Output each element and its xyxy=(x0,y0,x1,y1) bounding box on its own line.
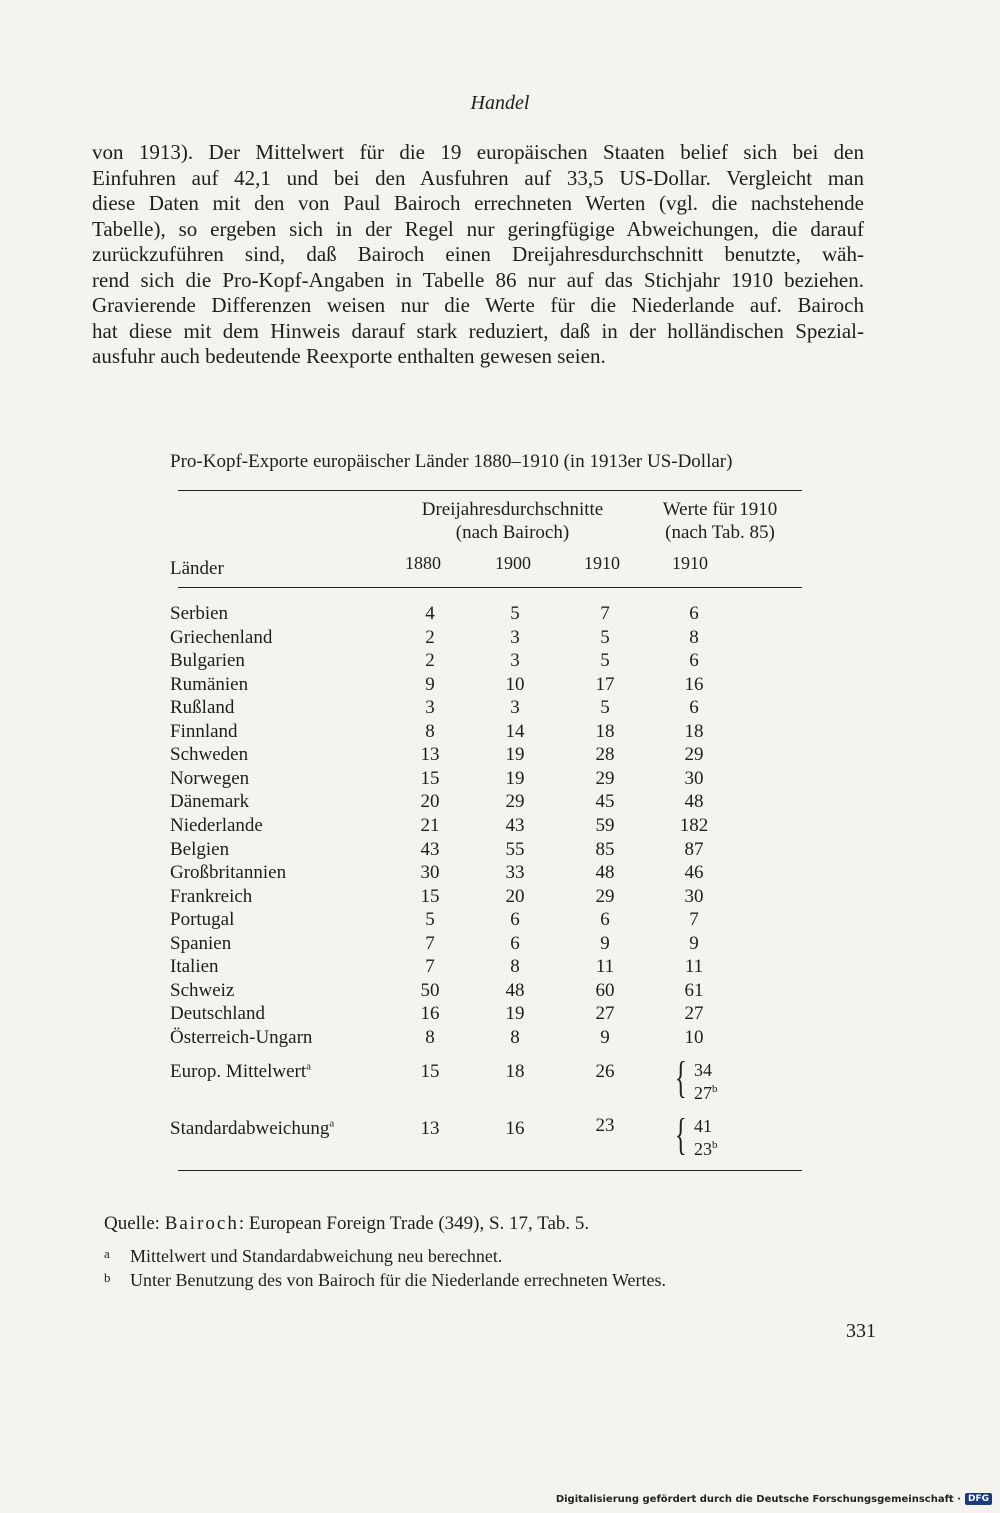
row-label: Dänemark xyxy=(170,791,250,813)
cell-1900: 3 xyxy=(510,626,520,648)
table-row xyxy=(0,697,1000,721)
row-label: Rußland xyxy=(170,697,235,719)
cell-1880: 13 xyxy=(420,744,440,766)
cell-1910: 5 xyxy=(600,626,610,648)
table-row xyxy=(0,603,1000,627)
table-top-rule xyxy=(178,490,802,491)
cell-1900: 3 xyxy=(510,650,520,672)
table-row xyxy=(0,839,1000,863)
table-row xyxy=(0,886,1000,910)
cell-1910-tab85: 27 xyxy=(684,1003,704,1025)
row-label: Belgien xyxy=(170,838,230,860)
cell-1910-tab85: 6 xyxy=(689,603,699,624)
paragraph-line: Einfuhren auf 42,1 und bei den Ausfuhren auf 33,5 US-Dollar. Vergleicht man xyxy=(92,165,864,190)
cell-1880: 9 xyxy=(425,673,435,695)
cell-1880: 21 xyxy=(420,814,440,836)
cell-1910: 18 xyxy=(595,720,615,742)
cell-1910: 45 xyxy=(595,791,615,813)
cell-1880: 16 xyxy=(420,1003,440,1025)
row-label: Europ. Mittelwert$^a$ xyxy=(170,1060,312,1082)
row-label: Serbien xyxy=(170,603,229,624)
cell-1910: 23 xyxy=(595,1115,615,1136)
group-header-line: Dreijahresdurchschnitte xyxy=(421,499,604,520)
cell-1880: 2 xyxy=(425,626,435,648)
cell-1910-tab85: 16 xyxy=(684,673,704,695)
table-row xyxy=(0,933,1000,957)
row-label: Niederlande xyxy=(170,814,263,836)
row-label: Großbritannien xyxy=(170,862,287,884)
cell-1910: 11 xyxy=(595,956,615,978)
cell-1910: 59 xyxy=(595,814,615,836)
table-source: Quelle: Bairoch: European Foreign Trade (349), S. 17, Tab. 5. xyxy=(104,1213,590,1234)
page-number: 331 xyxy=(846,1320,876,1342)
cell-1910-tab85: 18 xyxy=(684,720,704,742)
cell-1900: 8 xyxy=(510,1026,520,1048)
cell-1910: 27 xyxy=(595,1003,615,1025)
row-label: Norwegen xyxy=(170,767,250,789)
cell-1910-tab85: 87 xyxy=(684,838,704,860)
cell-1910-tab85: 29 xyxy=(684,744,704,766)
row-label: Italien xyxy=(170,956,219,978)
running-head: Handel xyxy=(470,92,530,114)
table-row xyxy=(0,862,1000,886)
cell-1880: 3 xyxy=(425,697,435,719)
cell-1880: 2 xyxy=(425,650,435,672)
cell-1880: 15 xyxy=(420,767,440,789)
group-header-line: (nach Tab. 85) xyxy=(665,522,775,543)
cell-1900: 14 xyxy=(505,720,525,742)
cell-1910-tab85: 7 xyxy=(689,909,699,931)
brace-value: 27$^b$ xyxy=(694,1083,718,1103)
cell-1910: 60 xyxy=(595,979,615,1001)
table-row xyxy=(0,1003,1000,1027)
cell-1910-tab85: 11 xyxy=(684,956,704,978)
table-row xyxy=(0,1027,1000,1051)
cell-1880: 8 xyxy=(425,720,435,742)
cell-1900: 6 xyxy=(510,932,520,954)
cell-1880: 4 xyxy=(425,603,435,624)
cell-1880: 50 xyxy=(420,979,440,1001)
paragraph-line: hat diese mit dem Hinweis darauf stark reduziert, daß in der holländischen Spezial- xyxy=(92,318,864,343)
year-header: 1910 xyxy=(672,553,708,573)
cell-1910: 7 xyxy=(600,603,610,624)
cell-1900: 19 xyxy=(505,767,525,789)
curly-brace: { xyxy=(675,1053,687,1102)
cell-1910: 9 xyxy=(600,932,610,954)
cell-1910: 28 xyxy=(595,744,615,766)
table-bottom-rule xyxy=(178,1170,802,1171)
cell-1880: 7 xyxy=(425,932,435,954)
footnote-a: a Mittelwert und Standardabweichung neu berechnet. xyxy=(104,1246,503,1266)
table-row xyxy=(0,721,1000,745)
cell-1910-tab85: 61 xyxy=(684,979,704,1001)
year-header: 1880 xyxy=(405,553,441,573)
curly-brace: { xyxy=(675,1110,687,1159)
cell-1900: 48 xyxy=(505,979,525,1001)
cell-1900: 19 xyxy=(505,1003,525,1025)
cell-1900: 20 xyxy=(505,885,525,907)
cell-1910-tab85: 30 xyxy=(684,885,704,907)
cell-1880: 8 xyxy=(425,1026,435,1048)
row-label: Deutschland xyxy=(170,1003,265,1025)
cell-1900: 33 xyxy=(505,862,525,884)
table-row xyxy=(0,768,1000,792)
cell-1880: 13 xyxy=(420,1118,440,1139)
cell-1880: 20 xyxy=(420,791,440,813)
cell-1910: 6 xyxy=(600,909,610,931)
cell-1910-tab85: 30 xyxy=(684,767,704,789)
row-label: Griechenland xyxy=(170,626,273,648)
cell-1880: 5 xyxy=(425,909,435,931)
cell-1900: 10 xyxy=(505,673,525,695)
paragraph-line: zurückzuführen sind, daß Bairoch einen Dreijahresdurchschnitt benutzte, wäh- xyxy=(92,242,864,266)
table-row xyxy=(0,791,1000,815)
row-label: Schweden xyxy=(170,744,249,766)
table-row xyxy=(0,956,1000,980)
cell-1880: 43 xyxy=(420,838,440,860)
cell-1900: 18 xyxy=(505,1061,525,1082)
cell-1900: 3 xyxy=(510,697,520,719)
group-header-line: Werte für 1910 xyxy=(662,499,778,520)
country-column-header: Länder xyxy=(170,558,224,579)
paragraph-line: von 1913). Der Mittelwert für die 19 europäischen Staaten belief sich bei den xyxy=(92,140,864,164)
table-row-mean xyxy=(0,1061,1000,1085)
cell-1910-tab85: 46 xyxy=(684,862,704,884)
table-row xyxy=(0,674,1000,698)
table-caption: Pro-Kopf-Exporte europäischer Länder 1880–1910 (in 1913er US-Dollar) xyxy=(170,451,733,472)
dfg-logo-icon: DFG xyxy=(965,1493,992,1505)
group-header-tab85 xyxy=(645,498,795,544)
cell-1900: 19 xyxy=(505,744,525,766)
cell-1900: 6 xyxy=(510,909,520,931)
cell-1900: 29 xyxy=(505,791,525,813)
table-row-sd xyxy=(0,1115,1000,1142)
cell-1880: 15 xyxy=(420,1061,440,1082)
paragraph-line: rend sich die Pro-Kopf-Angaben in Tabelle 86 nur auf das Stichjahr 1910 beziehen. xyxy=(92,267,864,292)
cell-1910-tab85: 48 xyxy=(684,791,704,813)
cell-1910: 5 xyxy=(600,697,610,719)
cell-1910: 26 xyxy=(595,1061,615,1082)
cell-1900: 55 xyxy=(505,838,525,860)
table-header-rule xyxy=(178,587,802,588)
cell-1880: 7 xyxy=(425,956,435,978)
paragraph-line: Tabelle), so ergeben sich in der Regel nur geringfügige Abweichungen, die darauf xyxy=(92,216,864,241)
brace-value: 23$^b$ xyxy=(694,1139,718,1159)
year-header: 1900 xyxy=(495,553,531,573)
brace-value: 41 xyxy=(694,1116,712,1136)
cell-1910: 48 xyxy=(595,862,615,884)
cell-1900: 5 xyxy=(510,603,520,624)
cell-1910: 5 xyxy=(600,650,610,672)
table-row xyxy=(0,627,1000,651)
body-paragraph xyxy=(92,140,864,370)
brace-value: 34 xyxy=(694,1060,712,1080)
table-row xyxy=(0,650,1000,674)
row-label: Bulgarien xyxy=(170,650,245,672)
cell-1900: 16 xyxy=(505,1118,525,1139)
row-label: Spanien xyxy=(170,932,232,954)
cell-1910-tab85: 6 xyxy=(689,650,699,672)
cell-1880: 15 xyxy=(420,885,440,907)
row-label: Frankreich xyxy=(170,885,253,907)
paragraph-line: diese Daten mit den von Paul Bairoch errechneten Werten (vgl. die nachstehende xyxy=(92,191,864,215)
digitization-footer: Digitalisierung gefördert durch die Deutsche Forschungsgemeinschaft · DFG xyxy=(556,1493,992,1505)
row-label: Finnland xyxy=(170,720,238,742)
cell-1910: 9 xyxy=(600,1026,610,1048)
table-row xyxy=(0,744,1000,768)
cell-1900: 43 xyxy=(505,814,525,836)
cell-1900: 8 xyxy=(510,956,520,978)
cell-1910-tab85: 8 xyxy=(689,626,699,648)
table-row xyxy=(0,815,1000,839)
group-header-line: (nach Bairoch) xyxy=(455,522,570,543)
cell-1910: 29 xyxy=(595,767,615,789)
cell-1880: 30 xyxy=(420,862,440,884)
cell-1910-tab85: 9 xyxy=(689,932,699,954)
cell-1910-tab85: 10 xyxy=(684,1026,704,1048)
table-row xyxy=(0,909,1000,933)
row-label: Portugal xyxy=(170,909,235,931)
row-label: Österreich-Ungarn xyxy=(170,1026,313,1048)
cell-1910: 85 xyxy=(595,838,615,860)
row-label: Rumänien xyxy=(170,673,249,695)
cell-1910: 29 xyxy=(595,885,615,907)
paragraph-line: Gravierende Differenzen weisen nur die Werte für die Niederlande auf. Bairoch xyxy=(92,293,864,317)
table-row xyxy=(0,980,1000,1004)
cell-1910-tab85: 182 xyxy=(679,814,709,836)
row-label: Standardabweichung$^a$ xyxy=(170,1117,335,1139)
cell-1910: 17 xyxy=(595,673,615,695)
cell-1910-tab85: 6 xyxy=(689,697,699,719)
year-header: 1910 xyxy=(584,553,620,573)
group-header-bairoch xyxy=(400,498,625,544)
footnote-b: b Unter Benutzung des von Bairoch für die Niederlande errechneten Wertes. xyxy=(104,1270,667,1290)
paragraph-line: ausfuhr auch bedeutende Reexporte enthalten gewesen seien. xyxy=(92,344,606,368)
row-label: Schweiz xyxy=(170,979,235,1001)
